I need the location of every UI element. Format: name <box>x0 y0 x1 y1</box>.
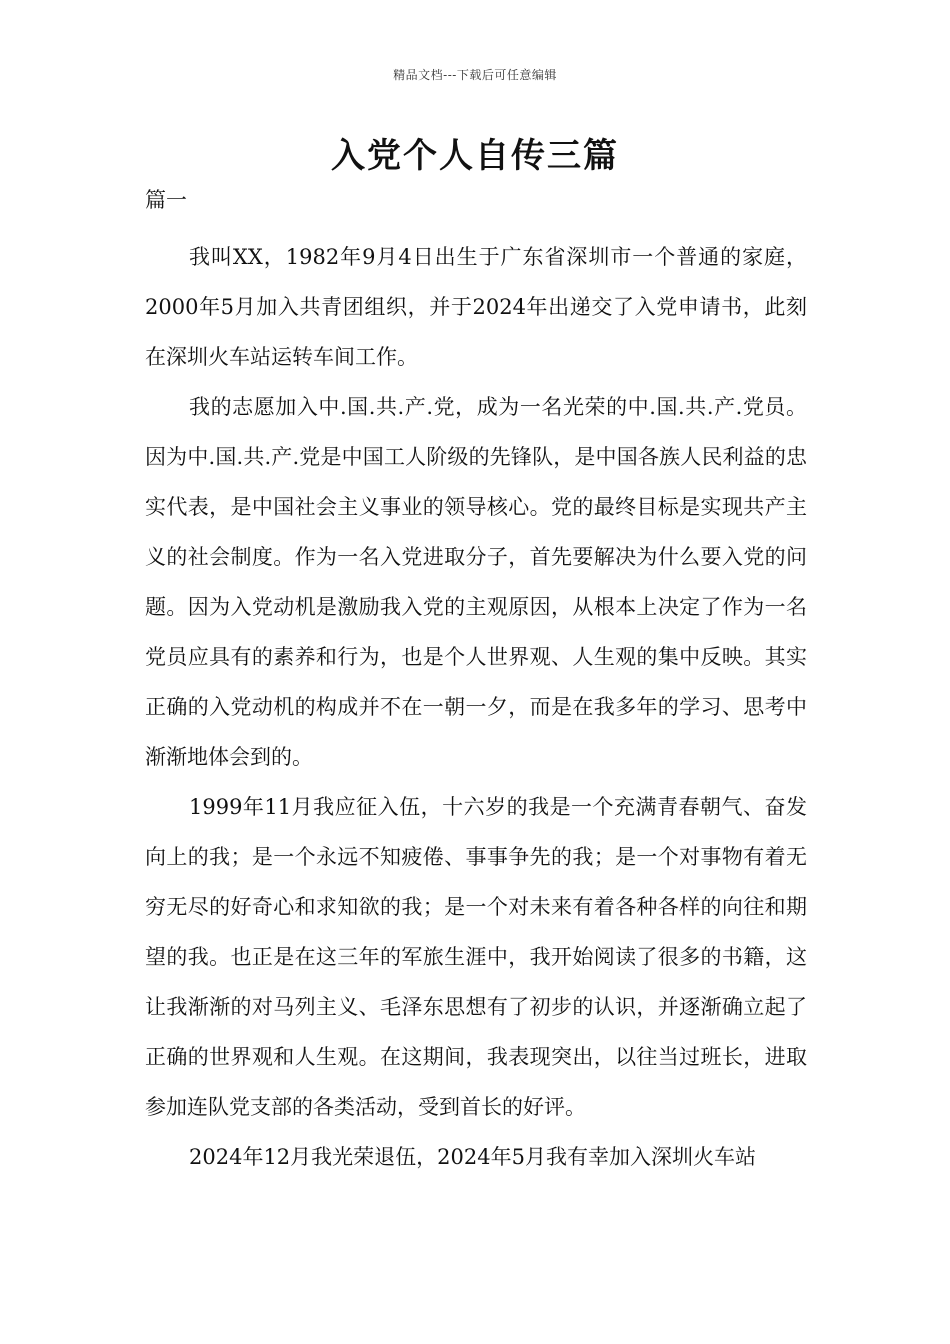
paragraph-1: 我叫XX，1982年9月4日出生于广东省深圳市一个普通的家庭，2000年5月加入共青团组织，并于2024年出递交了入党申请书，此刻在深圳火车站运转车间工作。 <box>145 245 807 369</box>
body-text <box>145 232 807 1182</box>
paragraph-4: 2024年12月我光荣退伍，2024年5月我有幸加入深圳火车站 <box>189 1145 756 1169</box>
header-note: 精品文档---下载后可任意编辑 <box>393 68 557 82</box>
paragraph-2: 我的志愿加入中.国.共.产.党，成为一名光荣的中.国.共.产.党员。因为中.国.共.产.党是中国工人阶级的先锋队，是中国各族人民利益的忠实代表，是中国社会主义事业的领导核心。党的最终目标是实现共产主义的社会制度。作为一名入党进取分子，首先要解决为什么要入党的问题。因为入党动机是激励我入党的主观原因，从根本上决定了作为一名党员应具有的素养和行为，也是个人世界观、人生观的集中反映。其实正确的入党动机的构成并不在一朝一夕，而是在我多年的学习、思考中渐渐地体会到的。 <box>145 395 807 769</box>
document-title: 入党个人自传三篇 <box>331 136 619 176</box>
section-label: 篇一 <box>145 188 187 212</box>
paragraph-3: 1999年11月我应征入伍，十六岁的我是一个充满青春朝气、奋发向上的我；是一个永远不知疲倦、事事争先的我；是一个对事物有着无穷无尽的好奇心和求知欲的我；是一个对未来有着各种各样的向往和期望的我。也正是在这三年的军旅生涯中，我开始阅读了很多的书籍，这让我渐渐的对马列主义、毛泽东思想有了初步的认识，并逐渐确立起了正确的世界观和人生观。在这期间，我表现突出，以往当过班长，进取参加连队党支部的各类活动，受到首长的好评。 <box>145 795 807 1119</box>
